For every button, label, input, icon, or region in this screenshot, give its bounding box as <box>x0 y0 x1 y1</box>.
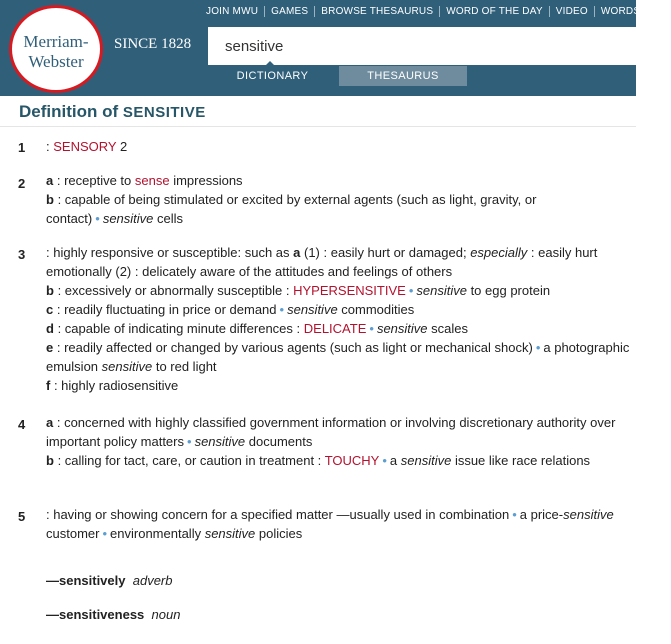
sense-3f-text: : highly radiosensitive <box>50 378 179 393</box>
sense-2 <box>46 171 634 228</box>
label-b: b <box>46 283 54 298</box>
example-text: a photographic emulsion <box>46 340 630 374</box>
sense-3c-text: : readily fluctuating in price or demand <box>53 302 277 317</box>
xref-sense[interactable]: sense <box>134 173 170 188</box>
sense-3d <box>46 319 634 338</box>
example-italic: sensitive <box>102 211 154 226</box>
heading-word: SENSITIVE <box>122 104 206 121</box>
sense-1-post: 2 <box>116 139 128 154</box>
label-b: b <box>46 453 54 468</box>
bullet-icon: • <box>102 526 108 541</box>
example-text-2: issue like race relations <box>451 453 591 468</box>
sense-2b-text: : capable of being stimulated or excited by external agents (such as light, gravity, or contact) <box>46 192 537 226</box>
example-italic-2: sensitive <box>204 526 256 541</box>
since-1828-tagline: SINCE 1828 <box>114 36 192 52</box>
example-text-2: customer <box>46 526 100 541</box>
label-f: f <box>46 378 51 393</box>
runon-word: —sensitively <box>46 573 126 588</box>
sense-number-1: 1 <box>18 140 26 155</box>
sense-3d-text: : capable of indicating minute differences : <box>53 321 304 336</box>
tab-dictionary[interactable]: DICTIONARY <box>208 66 337 86</box>
example-text: cells <box>153 211 184 226</box>
sense-1-pre: : <box>46 139 54 154</box>
logo-line-1: Merriam- <box>23 32 89 51</box>
example-italic: sensitive <box>101 359 153 374</box>
xref-hypersensitive[interactable]: HYPERSENSITIVE <box>293 283 406 298</box>
example-text: scales <box>427 321 468 336</box>
bullet-icon: • <box>95 211 100 226</box>
sense-number-5: 5 <box>18 509 26 524</box>
sense-3-intro: : highly responsive or susceptible: such as <box>46 245 294 260</box>
label-a: a <box>46 173 54 188</box>
bullet-icon: • <box>187 434 192 449</box>
sense-4b-text: : calling for tact, care, or caution in treatment : <box>53 453 325 468</box>
sense-3b-text: : excessively or abnormally susceptible : <box>53 283 294 298</box>
sense-3e <box>46 338 634 376</box>
site-header <box>0 0 665 96</box>
bullet-icon: • <box>512 507 517 522</box>
example-italic: sensitive <box>194 434 246 449</box>
sense-2a <box>46 171 634 190</box>
nav-video[interactable]: VIDEO <box>549 6 594 17</box>
sense-number-4: 4 <box>18 417 26 432</box>
divider <box>0 126 636 127</box>
example-text: documents <box>245 434 313 449</box>
sense-2b <box>46 190 634 228</box>
sense-2a-post: impressions <box>169 173 243 188</box>
example-italic: sensitive <box>416 283 467 298</box>
merriam-webster-logo[interactable] <box>9 5 103 93</box>
logo-line-2: Webster <box>28 52 84 71</box>
sense-5 <box>46 505 634 543</box>
example-text: a <box>389 453 401 468</box>
nav-word-of-the-day[interactable]: WORD OF THE DAY <box>439 6 549 17</box>
sense-4b <box>46 451 634 470</box>
sense-3b <box>46 281 634 300</box>
label-a: a <box>293 245 301 260</box>
runon-sensitively <box>46 573 172 588</box>
top-nav <box>200 6 671 17</box>
sense-5-text: : having or showing concern for a specified matter —usually used in combination <box>46 507 510 522</box>
sense-number-2: 2 <box>18 176 26 191</box>
sense-3 <box>46 243 634 395</box>
sense-3f <box>46 376 634 395</box>
especially-italic: especially <box>470 245 528 260</box>
sense-4a-text: : concerned with highly classified government information or involving discretionary authority over important policy matters <box>46 415 616 449</box>
example-text: a price- <box>519 507 564 522</box>
runon-word: —sensitiveness <box>46 607 145 622</box>
bullet-icon: • <box>369 321 374 336</box>
sense-2a-text: : receptive to <box>53 173 135 188</box>
bullet-icon: • <box>408 283 414 298</box>
xref-touchy[interactable]: TOUCHY <box>324 453 380 468</box>
sense-4a <box>46 413 634 451</box>
xref-sensory[interactable]: SENSORY <box>53 139 117 154</box>
example-text-3: environmentally <box>110 526 205 541</box>
page-title <box>19 102 206 122</box>
example-italic: sensitive <box>287 302 338 317</box>
tab-thesaurus[interactable]: THESAURUS <box>339 66 467 86</box>
example-text-4: policies <box>255 526 303 541</box>
example-italic: sensitive <box>400 453 452 468</box>
xref-delicate[interactable]: DELICATE <box>303 321 367 336</box>
sense-number-3: 3 <box>18 247 26 262</box>
sense-1 <box>46 137 634 156</box>
runon-pos: noun <box>151 607 181 622</box>
label-a: a <box>46 415 54 430</box>
sense-3a <box>46 243 634 281</box>
label-b: b <box>46 192 54 207</box>
bullet-icon: • <box>535 340 541 355</box>
label-c: c <box>46 302 54 317</box>
label-d: d <box>46 321 54 336</box>
nav-games[interactable]: GAMES <box>264 6 314 17</box>
bullet-icon: • <box>279 302 285 317</box>
runon-pos: adverb <box>132 573 173 588</box>
example-text: to egg protein <box>466 283 551 298</box>
search-input[interactable] <box>208 27 636 65</box>
sense-4 <box>46 413 634 470</box>
example-italic: sensitive <box>376 321 428 336</box>
example-text: commodities <box>337 302 415 317</box>
nav-words-at-play[interactable]: WORDS AT P <box>594 6 671 17</box>
heading-prefix: Definition of <box>19 102 123 121</box>
example-text-2: to red light <box>152 359 217 374</box>
nav-join-mwu[interactable]: JOIN MWU <box>206 6 259 17</box>
sense-3a-text-2: : easily hurt emotionally (2) : delicately aware of the attitudes and feelings of others <box>46 245 598 279</box>
label-e: e <box>46 340 54 355</box>
sense-3c <box>46 300 634 319</box>
runon-sensitiveness <box>46 607 180 622</box>
sense-3e-text: : readily affected or changed by various agents (such as light or mechanical shock) <box>53 340 533 355</box>
example-italic: sensitive <box>563 507 614 522</box>
nav-browse-thesaurus[interactable]: BROWSE THESAURUS <box>314 6 439 17</box>
bullet-icon: • <box>382 453 387 468</box>
sense-3a-text: (1) : easily hurt or damaged; <box>300 245 471 260</box>
